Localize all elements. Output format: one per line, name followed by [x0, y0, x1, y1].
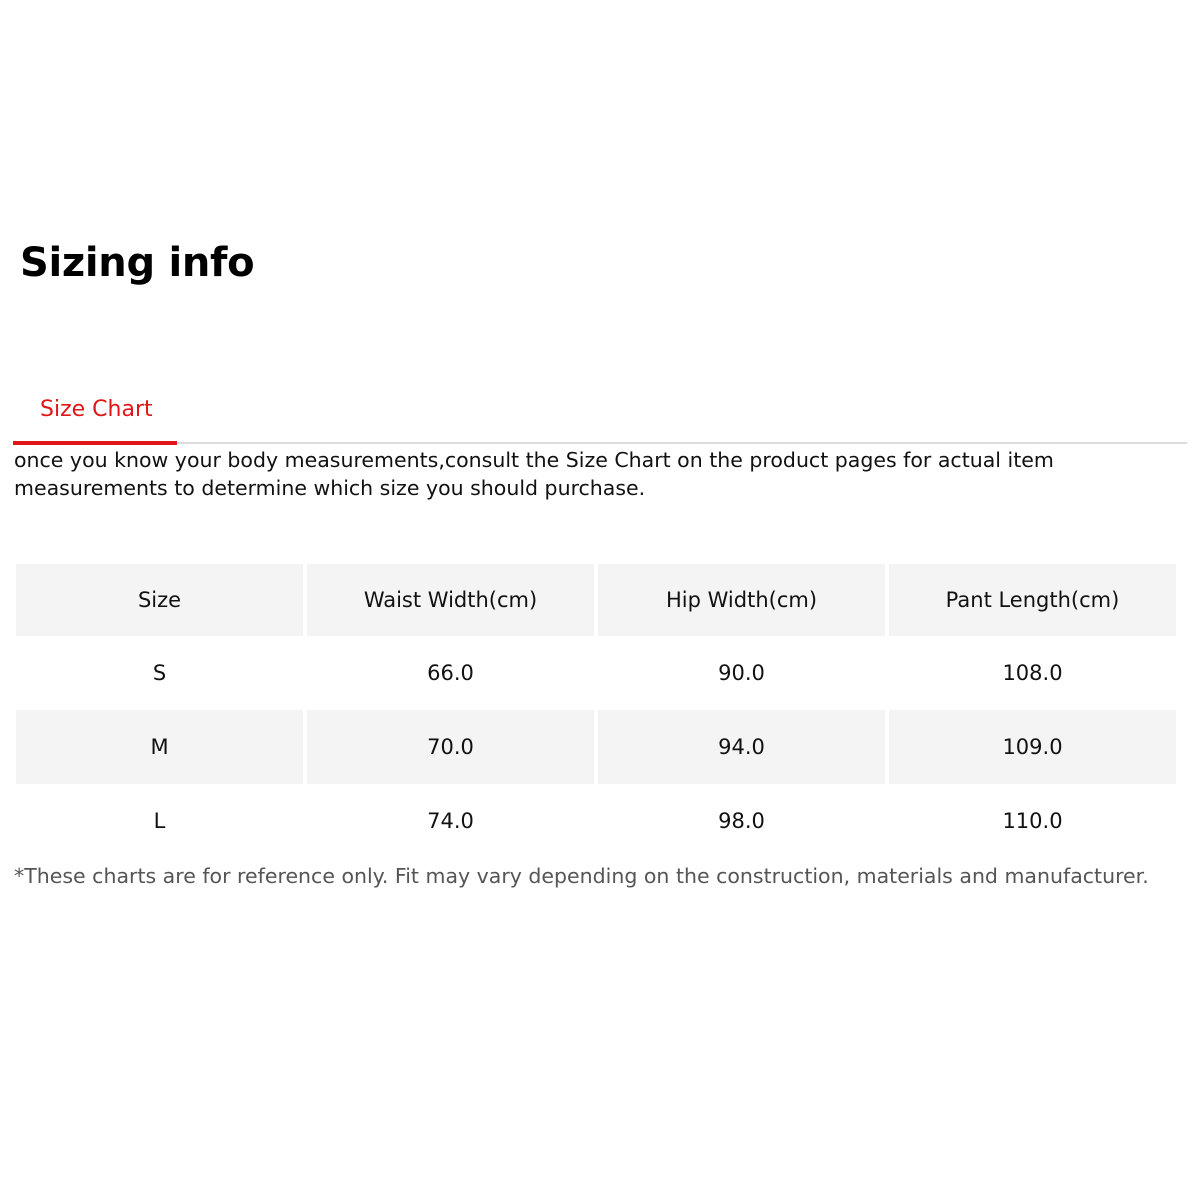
table-row [16, 636, 1176, 710]
column-header-waist-width: Waist Width(cm) [307, 564, 594, 636]
table-cell-hip-width: 94.0 [598, 710, 885, 784]
table-cell-waist-width: 74.0 [427, 809, 474, 833]
table-header-row [16, 564, 1176, 636]
table-cell-waist-width: 66.0 [427, 661, 474, 685]
table-cell-size: M [16, 710, 303, 784]
table-cell-hip-width: 98.0 [718, 809, 765, 833]
table-cell-size: L [153, 809, 166, 833]
footnote-disclaimer: *These charts are for reference only. Fit may vary depending on the construction, materials and manufacturer. [14, 864, 1149, 888]
table-row [16, 710, 1176, 784]
column-header-hip-width: Hip Width(cm) [598, 564, 885, 636]
active-tab-indicator [13, 441, 177, 445]
column-header-size: Size [16, 564, 303, 636]
intro-text: once you know your body measurements,consult the Size Chart on the product pages for actual item measurements to determine which size you should purchase. [14, 448, 1054, 500]
page-title: Sizing info [20, 240, 255, 286]
table-row [16, 784, 1176, 858]
tab-size-chart[interactable] [13, 390, 177, 446]
table-cell-waist-width: 70.0 [307, 710, 594, 784]
table-cell-hip-width: 90.0 [718, 661, 765, 685]
table-cell-pant-length: 110.0 [1002, 809, 1063, 833]
tab-size-chart-label: Size Chart [40, 397, 153, 422]
column-header-pant-length: Pant Length(cm) [889, 564, 1176, 636]
size-chart-table [12, 564, 1180, 858]
tab-divider [13, 442, 1187, 444]
table-cell-size: S [152, 661, 167, 685]
table-cell-pant-length: 108.0 [1002, 661, 1063, 685]
tab-bar [13, 390, 1187, 446]
table-cell-pant-length: 109.0 [889, 710, 1176, 784]
